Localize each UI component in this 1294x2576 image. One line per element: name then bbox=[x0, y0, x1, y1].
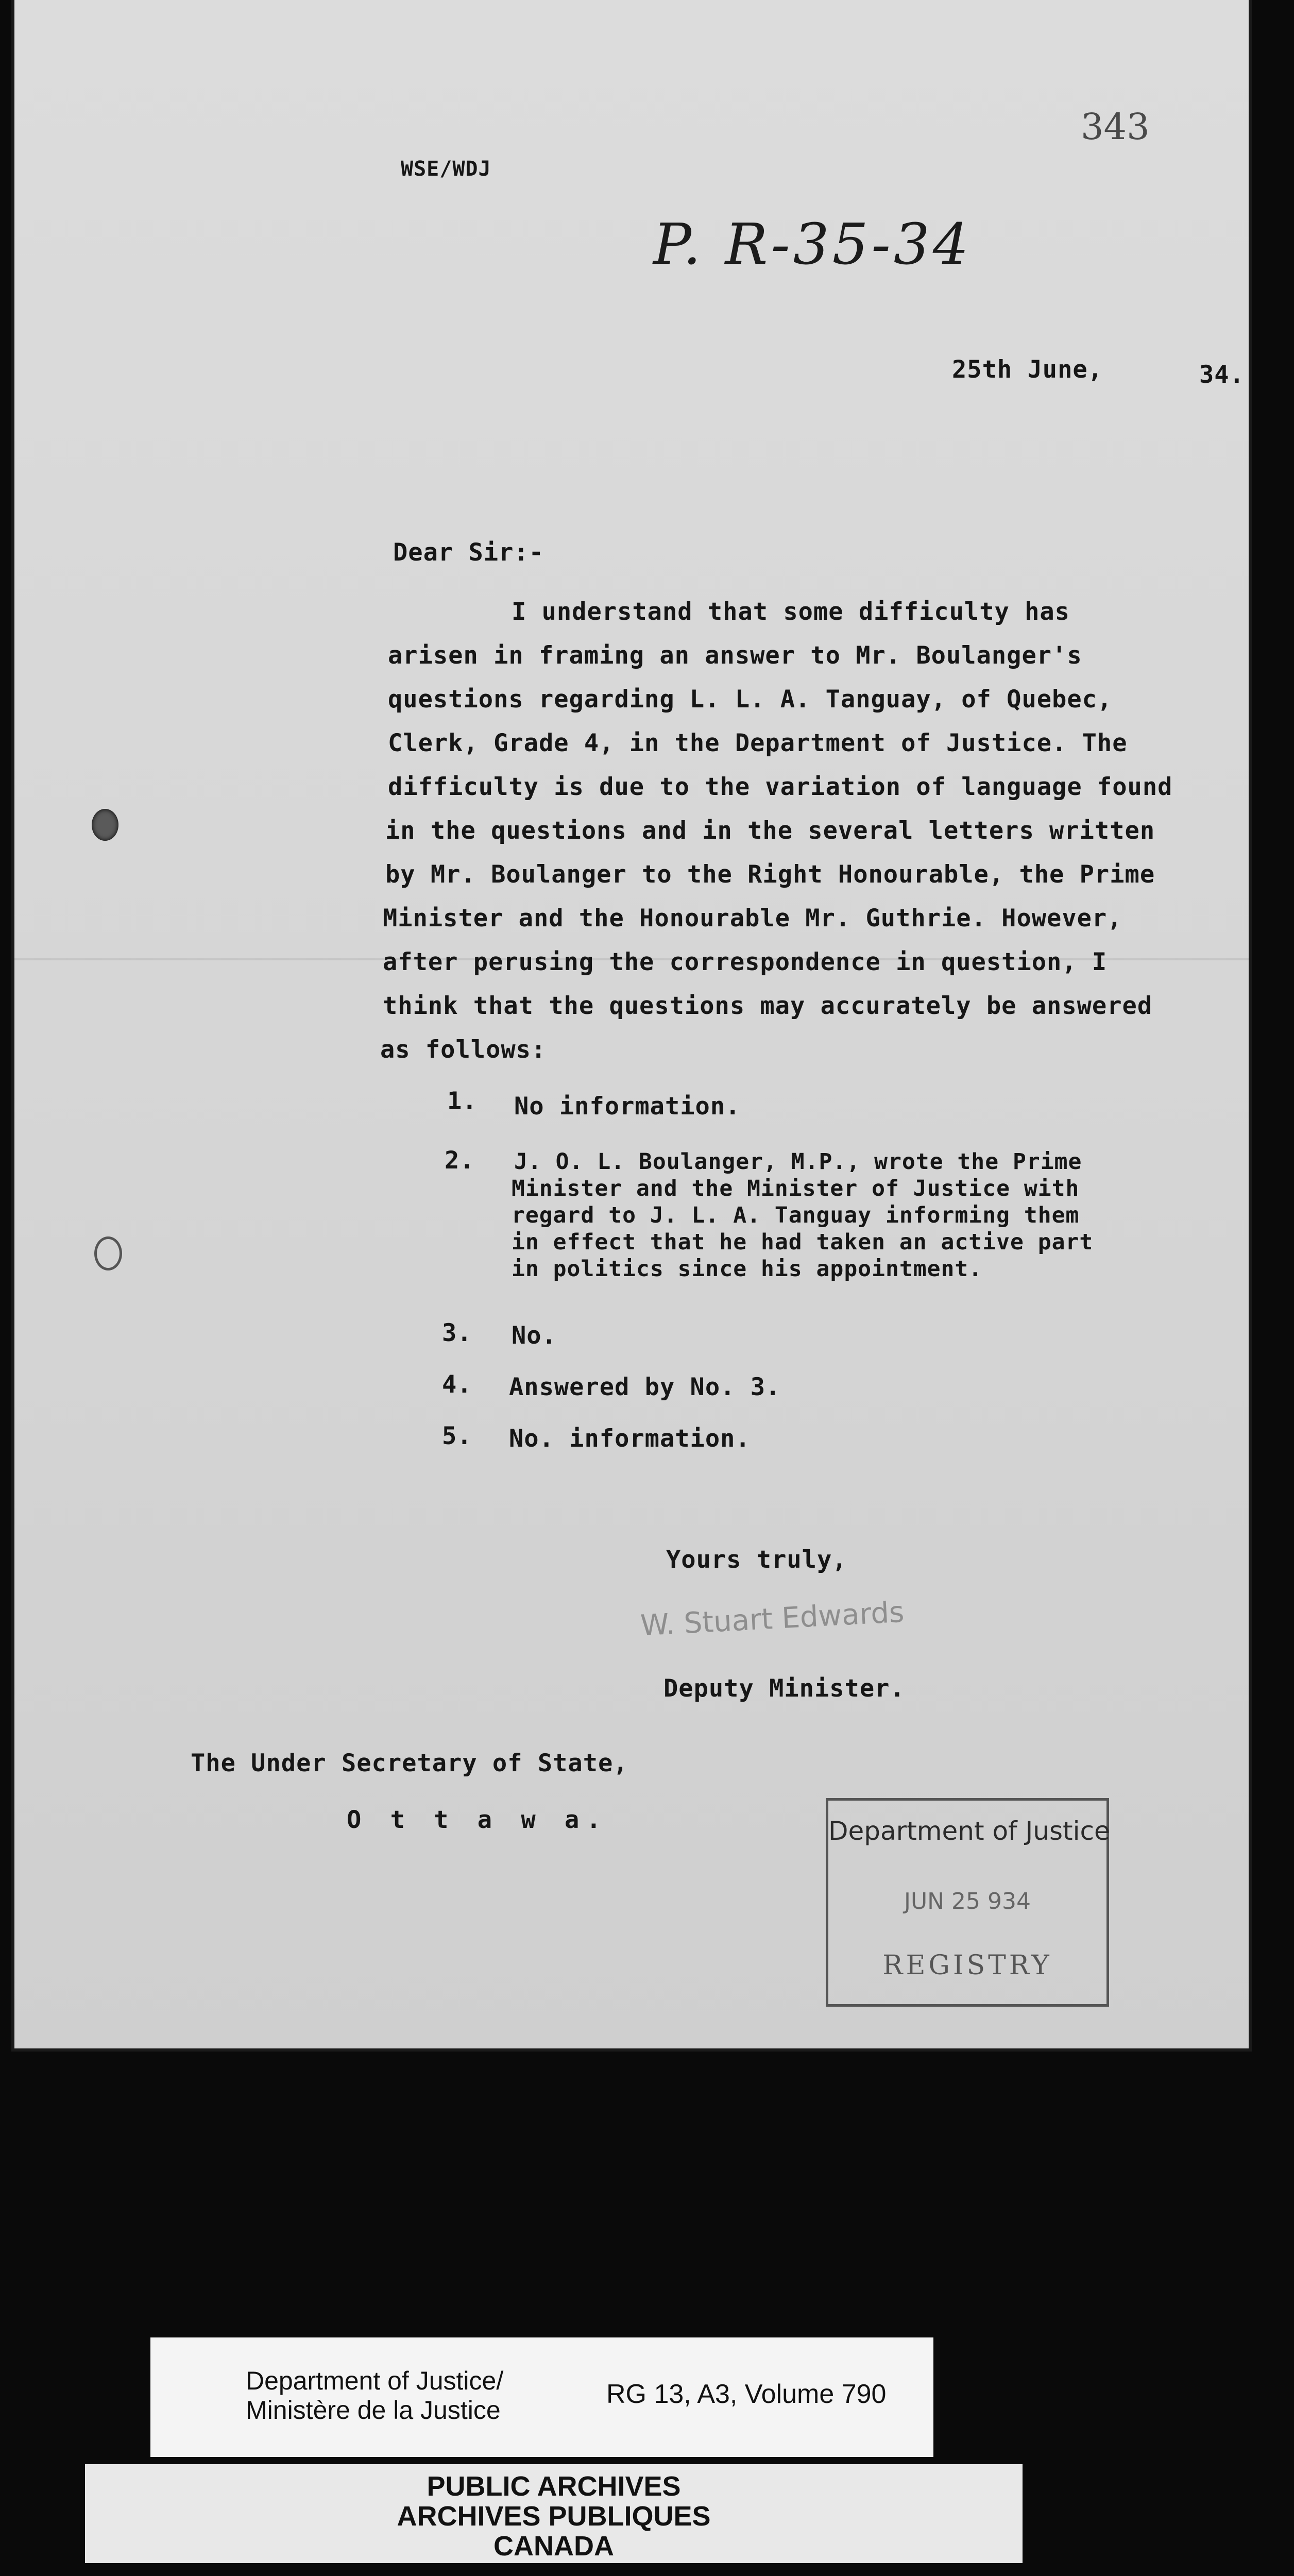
signature: W. Stuart Edwards bbox=[639, 1595, 905, 1643]
archives-en: PUBLIC ARCHIVES bbox=[427, 2471, 681, 2502]
body-line: I understand that some difficulty has bbox=[512, 598, 1070, 626]
archives-country: CANADA bbox=[493, 2531, 614, 2562]
body-line: think that the questions may accurately be answered bbox=[383, 992, 1153, 1020]
answer-text: regard to J. L. A. Tanguay informing them bbox=[512, 1202, 1080, 1228]
body-line: arisen in framing an answer to Mr. Boulanger's bbox=[388, 641, 1082, 670]
signatory-title: Deputy Minister. bbox=[663, 1674, 905, 1703]
document-sheet bbox=[14, 0, 1249, 2048]
answer-text: No. information. bbox=[509, 1425, 751, 1453]
archive-reference: RG 13, A3, Volume 790 bbox=[606, 2379, 887, 2409]
typist-initials: WSE/WDJ bbox=[401, 157, 491, 181]
archive-reference-label bbox=[150, 2337, 933, 2457]
answer-number: 1. bbox=[447, 1087, 478, 1115]
body-line: Clerk, Grade 4, in the Department of Justice. The bbox=[388, 729, 1128, 757]
salutation: Dear Sir:- bbox=[393, 538, 544, 567]
answer-number: 2. bbox=[445, 1146, 475, 1175]
stamp-registry: REGISTRY bbox=[882, 1950, 1052, 1981]
answer-number: 3. bbox=[442, 1319, 472, 1347]
answer-text: Answered by No. 3. bbox=[509, 1373, 781, 1401]
archives-fr: ARCHIVES PUBLIQUES bbox=[397, 2501, 711, 2532]
body-line: difficulty is due to the variation of language found bbox=[388, 773, 1173, 801]
body-line: by Mr. Boulanger to the Right Honourable, the Prime bbox=[385, 860, 1155, 889]
department-fr: Ministère de la Justice bbox=[246, 2396, 501, 2425]
body-line: as follows: bbox=[380, 1036, 547, 1064]
addressee-line2: O t t a w a. bbox=[347, 1806, 608, 1834]
punch-hole-bottom bbox=[94, 1236, 122, 1270]
answer-number: 5. bbox=[442, 1422, 472, 1450]
stamp-department: Department of Justice bbox=[828, 1816, 1110, 1846]
answer-text: in effect that he had taken an active part bbox=[512, 1229, 1094, 1255]
page-number: 343 bbox=[1081, 106, 1150, 148]
closing: Yours truly, bbox=[666, 1546, 847, 1574]
letter-date-day: 25th June, bbox=[952, 355, 1103, 384]
answer-number: 4. bbox=[442, 1370, 472, 1399]
addressee-line1: The Under Secretary of State, bbox=[191, 1749, 628, 1777]
registry-stamp bbox=[826, 1798, 1109, 2007]
body-line: Minister and the Honourable Mr. Guthrie. However, bbox=[383, 904, 1122, 933]
answer-text: J. O. L. Boulanger, M.P., wrote the Prime bbox=[514, 1149, 1082, 1175]
punch-hole-top bbox=[92, 809, 118, 841]
answer-text: No. bbox=[512, 1321, 557, 1350]
department-en: Department of Justice/ bbox=[246, 2366, 504, 2395]
answer-text: No information. bbox=[514, 1092, 741, 1121]
answer-text: in politics since his appointment. bbox=[512, 1256, 983, 1282]
public-archives-banner bbox=[85, 2464, 1023, 2563]
body-line: questions regarding L. L. A. Tanguay, of Quebec, bbox=[388, 685, 1113, 714]
file-reference: P. R-35-34 bbox=[653, 211, 972, 277]
letter-date-year: 34. bbox=[1199, 361, 1245, 389]
stamp-date: JUN 25 934 bbox=[904, 1888, 1031, 1914]
body-line: after perusing the correspondence in question, I bbox=[383, 948, 1108, 976]
body-line: in the questions and in the several letters written bbox=[385, 817, 1155, 845]
answer-text: Minister and the Minister of Justice with bbox=[512, 1176, 1080, 1201]
